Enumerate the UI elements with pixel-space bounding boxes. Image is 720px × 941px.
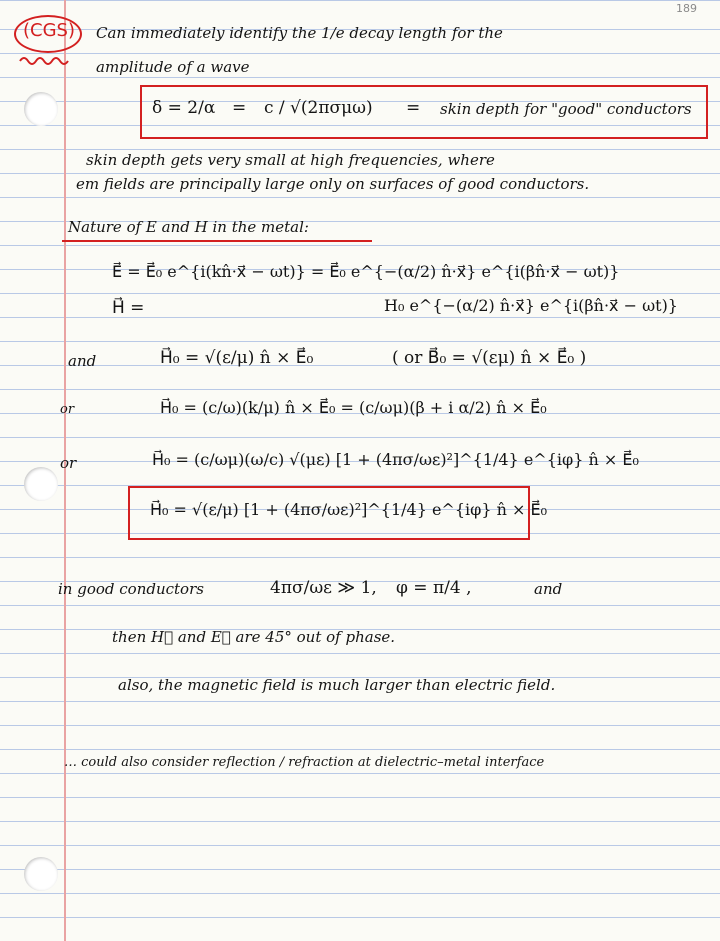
good-conductor-condition: 4πσ/ωε ≫ 1, — [270, 578, 377, 598]
and-label: and — [68, 352, 97, 370]
or-label: or — [60, 402, 75, 417]
heading-underline — [62, 240, 372, 242]
binder-hole — [24, 92, 58, 126]
field-E-equation: E⃗ = E⃗₀ e^{i(kn̂·x⃗ − ωt)} = E⃗₀ e^{−(α/2) n̂·x⃗} e^{i(βn̂·x⃗ − ωt)} — [112, 262, 620, 281]
binder-hole — [24, 857, 58, 891]
section-heading: Nature of E and H in the metal: — [68, 218, 309, 236]
good-conductors-prefix: in good conductors — [58, 580, 204, 598]
magnetic-field-statement: also, the magnetic field is much larger than electric field. — [118, 676, 556, 694]
binder-hole — [24, 467, 58, 501]
B0-relation: ( or B⃗₀ = √(εμ) n̂ × E⃗₀ ) — [392, 348, 587, 368]
H0-relation-3: H⃗₀ = (c/ωμ)(ω/c) √(με) [1 + (4πσ/ωε)²]^{1/4} e^{iφ} n̂ × E⃗₀ — [152, 450, 639, 469]
H0-relation-1: H⃗₀ = √(ε/μ) n̂ × E⃗₀ — [160, 348, 314, 368]
H0-result: H⃗₀ = √(ε/μ) [1 + (4πσ/ωε)²]^{1/4} e^{iφ} n̂ × E⃗₀ — [150, 500, 547, 519]
note-line-1: skin depth gets very small at high frequencies, where — [86, 151, 495, 169]
phase-angle: φ = π/4 , — [396, 578, 472, 598]
or-label: or — [60, 454, 77, 472]
closing-remark: … could also consider reflection / refraction at dielectric–metal interface — [64, 755, 545, 770]
skin-depth-formula: c / √(2πσμω) — [264, 98, 373, 118]
phase-statement: then H⃗ and E⃗ are 45° out of phase. — [112, 628, 396, 646]
note-line-2: em fields are principally large only on surfaces of good conductors. — [76, 175, 590, 193]
equals-sign: = — [406, 98, 421, 118]
cgs-label: (CGS) — [23, 20, 75, 41]
skin-depth-label: skin depth for "good" conductors — [440, 100, 692, 118]
field-H-rhs: H₀ e^{−(α/2) n̂·x⃗} e^{i(βn̂·x⃗ − ωt)} — [384, 296, 678, 315]
page-number: 189 — [676, 2, 697, 15]
delta-definition: δ = 2/α — [152, 98, 216, 118]
intro-line-2: amplitude of a wave — [96, 58, 250, 76]
field-H-lhs: H⃗ = — [112, 298, 145, 318]
and-word: and — [534, 580, 563, 598]
H0-relation-2: H⃗₀ = (c/ω)(k/μ) n̂ × E⃗₀ = (c/ωμ)(β + i α/2) n̂ × E⃗₀ — [160, 398, 547, 417]
squiggle-underline-icon — [18, 55, 72, 65]
equals-sign: = — [232, 98, 247, 118]
intro-line-1: Can immediately identify the 1/e decay length for the — [96, 24, 503, 42]
